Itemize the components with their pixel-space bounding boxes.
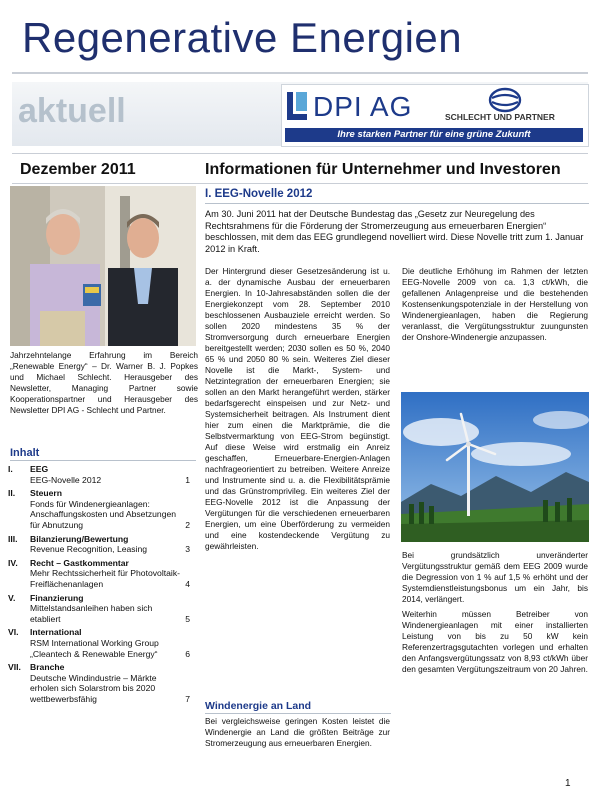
header-divider [12, 153, 588, 154]
toc-item-text: Mittelstandsanleihen haben sich etabliert [30, 603, 153, 624]
toc-item-number: I. [8, 464, 13, 474]
toc-item-heading: Steuern [30, 488, 62, 499]
toc-item-number: VI. [8, 627, 19, 638]
wind-section-divider [205, 713, 391, 714]
toc-item-text: Revenue Recognition, Leasing [30, 544, 148, 555]
toc-item-heading: International [30, 627, 82, 638]
issue-date: Dezember 2011 [20, 161, 136, 178]
toc-item-page: 3 [185, 544, 190, 555]
toc-item-eeg[interactable] [8, 464, 192, 485]
toc-item-number: IV. [8, 557, 18, 568]
toc-item-bilanzierung[interactable] [8, 534, 192, 555]
toc-item-page: 1 [185, 474, 190, 485]
toc-item-page: 2 [185, 519, 190, 530]
toc-item-text: Fonds für Windenergieanlagen: Anschaffungskosten und Absetzungen für Abnutzung [30, 498, 177, 530]
photo-caption: Jahrzehntelange Erfahrung im Bereich „Renewable Energy“ – Dr. Warner B. J. Popkes und Michael Schlecht. Herausgeber des Newsletter, Managing Partner sowie Kooperationspartner und Herausgeber des Newsletter DPI AG - Schlecht und Partner. [10, 350, 198, 415]
partner-tagline: Ihre starken Partner für eine grüne Zukunft [285, 128, 583, 142]
article-title-divider [205, 203, 589, 204]
page-number: 1 [565, 778, 571, 789]
article-intro: Am 30. Juni 2011 hat der Deutsche Bundestag das „Gesetz zur Neuregelung des Rechtsrahmens für die Förderung der Stromerzeugung aus erneuerbaren Energien“ beschlossen, mit dem das EEG grundlegend novelliert wird. Diese Novelle tritt zum 1. Januar 2012 in Kraft. [205, 209, 584, 254]
toc-item-heading: EEG [30, 464, 49, 474]
toc-item-page: 7 [185, 693, 190, 704]
wind-section-text: Bei vergleichsweise geringen Kosten leistet die Windenergie an Land die größten Beiträge zur Stromerzeugung aus erneuerbaren Energien. [205, 716, 390, 748]
schlecht-partner-emblem-icon [488, 87, 522, 113]
toc-item-text: RSM International Working Group „Cleantech & Renewable Energy“ [30, 637, 159, 659]
toc-item-number: V. [8, 592, 16, 603]
section-divider [12, 183, 588, 184]
masthead-subtitle: aktuell [18, 92, 126, 130]
wind-turbine-photo [401, 392, 589, 542]
toc-item-text: EEG-Novelle 2012 [30, 474, 102, 485]
toc-item-heading: Finanzierung [30, 592, 84, 603]
toc-item-heading: Bilanzierung/Bewertung [30, 533, 129, 544]
article-column-left: Der Hintergrund dieser Gesetzesänderung ist u. a. der dynamische Ausbau der erneuerbaren Energien. In 10-Jahresabständen sollen die der Energiekonzept vom 28. September 2010 beschlossenen Ausbauziele erreicht werden. So sollen 2020 mindestens 35 % der Stromversorgung durch erneuerbare Energien bereitgestellt werden; 2030 sollen es 50 %, 2040 65 % und 2050 80 % sein. Weiteres Ziel dieser Novelle ist die Markt-, System- und Netzintegration der erneuerbaren Energien; sie sollen an den Markt herangeführt werden, stärker bedarfsgerecht einspeisen und zur Netz- und Systemsicherheit beitragen. Als Instrument dient hier zum einen die Marktprämie, die die Selbstvermarktung von EEG-Strom begünstigt. Auf diese Weise wird erstmalig ein Anreiz geschaffen, Erneuerbare-Energien-Anlagen nachfrageorientiert zu betreiben. Weitere Anreize und Instrumente sind u. a. die Flexibilitätsprämie und das Grünstromprivileg. Ein weiteres Ziel der EEG-Novelle 2012 ist die Anpassung der Vergütungen für die verschiedenen erneuerbaren Energien, um eine Überförderung zu vermeiden und eine kostendeckende Vergütung zu gewährleisten. [205, 266, 390, 551]
editors-photo [10, 186, 196, 346]
toc-item-number: II. [8, 488, 16, 499]
table-of-contents [8, 464, 192, 707]
toc-item-page: 4 [185, 578, 190, 589]
toc-item-number: VII. [8, 662, 21, 673]
toc-item-steuern[interactable] [8, 488, 192, 530]
toc-item-page: 6 [185, 648, 190, 659]
toc-item-recht[interactable] [8, 558, 192, 590]
masthead-divider [12, 72, 588, 74]
toc-item-text: Deutsche Windindustrie – Märkte erholen sich Solarstrom bis 2020 wettbewerbsfähig [30, 672, 157, 704]
toc-item-number: III. [8, 533, 18, 544]
article-column-right-top: Die deutliche Erhöhung im Rahmen der letzten EEG-Novelle 2009 von ca. 1,3 ct/kWh, die gefallenen Anlagenpreise und die bestehenden Kostensenkungspotenziale in der Herstellung von Windenergieanlagen, haben die Regierung veranlasst, die Vergütungsstruktur zuungunsten der Onshore-Windenergie anzupassen. [402, 266, 588, 342]
toc-item-text: Mehr Rechtssicherheit für Photovoltaik-Freiflächenanlagen [30, 568, 180, 589]
toc-item-branche[interactable] [8, 662, 192, 704]
toc-item-heading: Branche [30, 662, 65, 673]
toc-title: Inhalt [10, 447, 40, 459]
article-column-right-bottom [402, 550, 588, 679]
section-heading: Informationen für Unternehmer und Investoren [205, 161, 561, 178]
dpi-logo-text: DPI AG [313, 91, 413, 122]
dpi-logo-icon [287, 92, 307, 120]
wind-section-title: Windenergie an Land [205, 700, 312, 712]
masthead-title: Regenerative Energien [22, 14, 463, 61]
toc-item-heading: Recht – Gastkommentar [30, 557, 129, 568]
toc-item-page: 5 [185, 613, 190, 624]
degression-paragraph: Bei grundsätzlich unveränderter Vergütungsstruktur gemäß dem EEG 2009 wurde die Degression von 1 % auf 1,5 % erhöht und der Systemdienstleistungsbonus um ein Jahr, bis 2014, verlängert. [402, 550, 588, 604]
article-title: I. EEG-Novelle 2012 [205, 188, 313, 200]
toc-item-international[interactable] [8, 627, 192, 659]
toc-divider [10, 460, 196, 461]
small-turbine-paragraph: Weiterhin müssen Betreiber von Windenergieanlagen mit einer installierten Leistung von bis zu 50 kW kein Referenzertragsgutachten vorlegen und erhalten den Anfangsvergütungssatz von 8,93 ct/kWh über den gesamten Vergütungszeitraum von 20 Jahren. [402, 609, 588, 674]
toc-item-finanzierung[interactable] [8, 593, 192, 625]
schlecht-partner-logo-text: SCHLECHT UND PARTNER [445, 112, 555, 122]
